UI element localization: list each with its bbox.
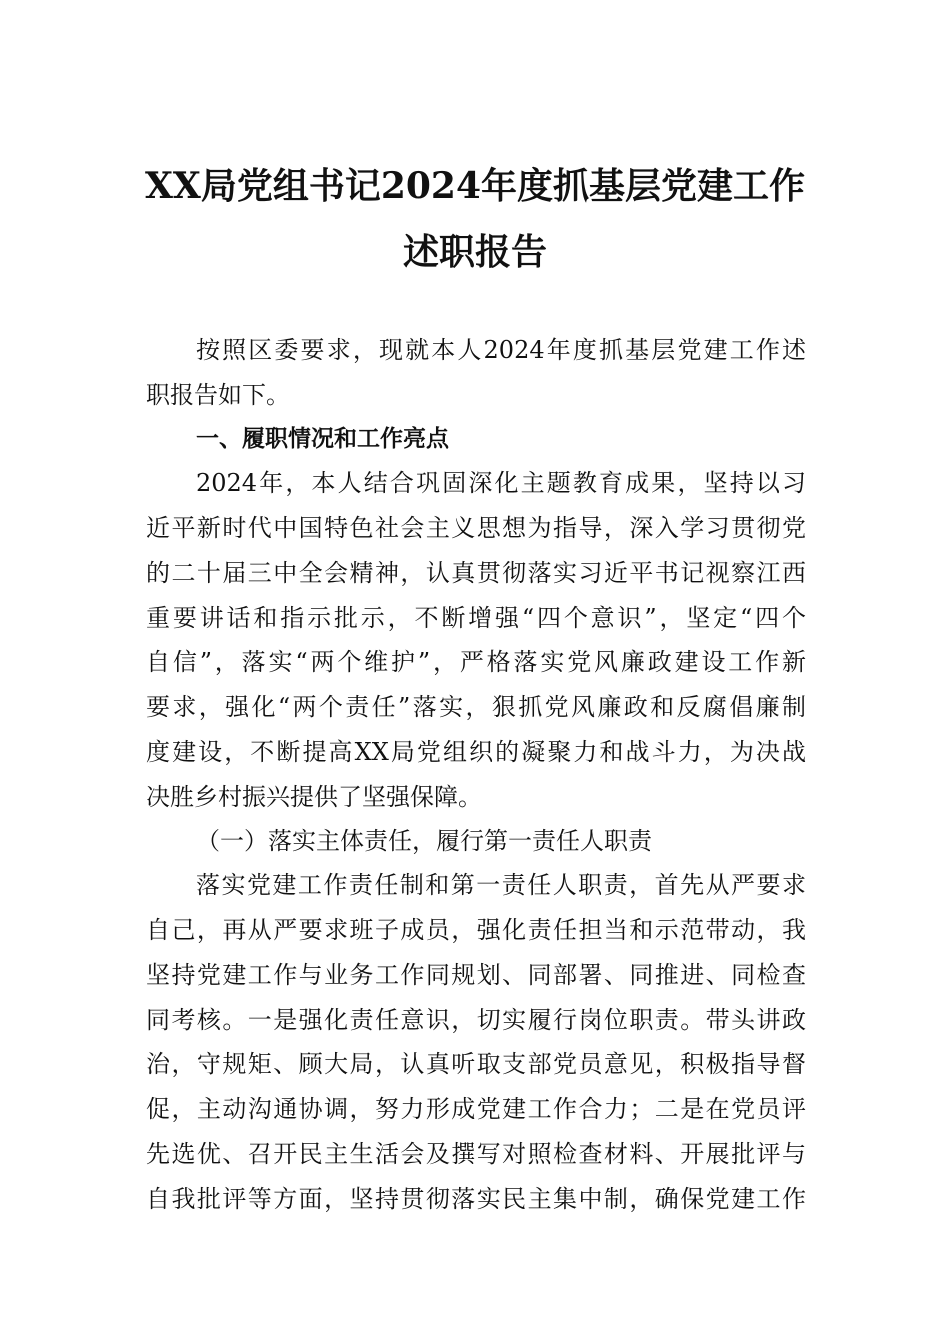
body-paragraph-line: 度建设，不断提高XX局党组织的凝聚力和战斗力，为决战 [146,738,806,766]
body-paragraph-line: 重要讲话和指示批示，不断增强“四个意识”，坚定“四个 [146,604,806,632]
body-paragraph-line: 坚持党建工作与业务工作同规划、同部署、同推进、同检查 [146,961,806,989]
intro-paragraph-line: 职报告如下。 [146,381,290,409]
intro-paragraph-line: 按照区委要求，现就本人2024年度抓基层党建工作述 [196,336,806,364]
body-paragraph-line: 自信”，落实“两个维护”，严格落实党风廉政建设工作新 [146,648,806,676]
body-paragraph-line: 落实党建工作责任制和第一责任人职责，首先从严要求 [196,871,806,899]
body-paragraph-line: 要求，强化“两个责任”落实，狠抓党风廉政和反腐倡廉制 [146,693,806,721]
body-paragraph-line: 的二十届三中全会精神，认真贯彻落实习近平书记视察江西 [146,559,806,587]
body-paragraph-line: 自己，再从严要求班子成员，强化责任担当和示范带动，我 [146,916,806,944]
body-paragraph-line: 2024年，本人结合巩固深化主题教育成果，坚持以习 [196,469,806,497]
body-paragraph-line: 先选优、召开民主生活会及撰写对照检查材料、开展批评与 [146,1140,806,1168]
document-title-line-1: XX局党组书记2024年度抓基层党建工作 [144,165,806,207]
section-heading: 一、履职情况和工作亮点 [196,426,449,452]
subsection-heading: （一）落实主体责任，履行第一责任人职责 [196,827,652,855]
body-paragraph-line: 治，守规矩、顾大局，认真听取支部党员意见，积极指导督 [146,1050,806,1078]
document-title-line-2: 述职报告 [402,231,547,273]
body-paragraph-line: 促，主动沟通协调，努力形成党建工作合力；二是在党员评 [146,1095,806,1123]
body-paragraph-line: 同考核。一是强化责任意识，切实履行岗位职责。带头讲政 [146,1006,806,1034]
body-paragraph-line: 近平新时代中国特色社会主义思想为指导，深入学习贯彻党 [146,514,806,542]
body-paragraph-line: 决胜乡村振兴提供了坚强保障。 [146,783,482,811]
body-paragraph-line: 自我批评等方面，坚持贯彻落实民主集中制，确保党建工作 [146,1185,806,1213]
